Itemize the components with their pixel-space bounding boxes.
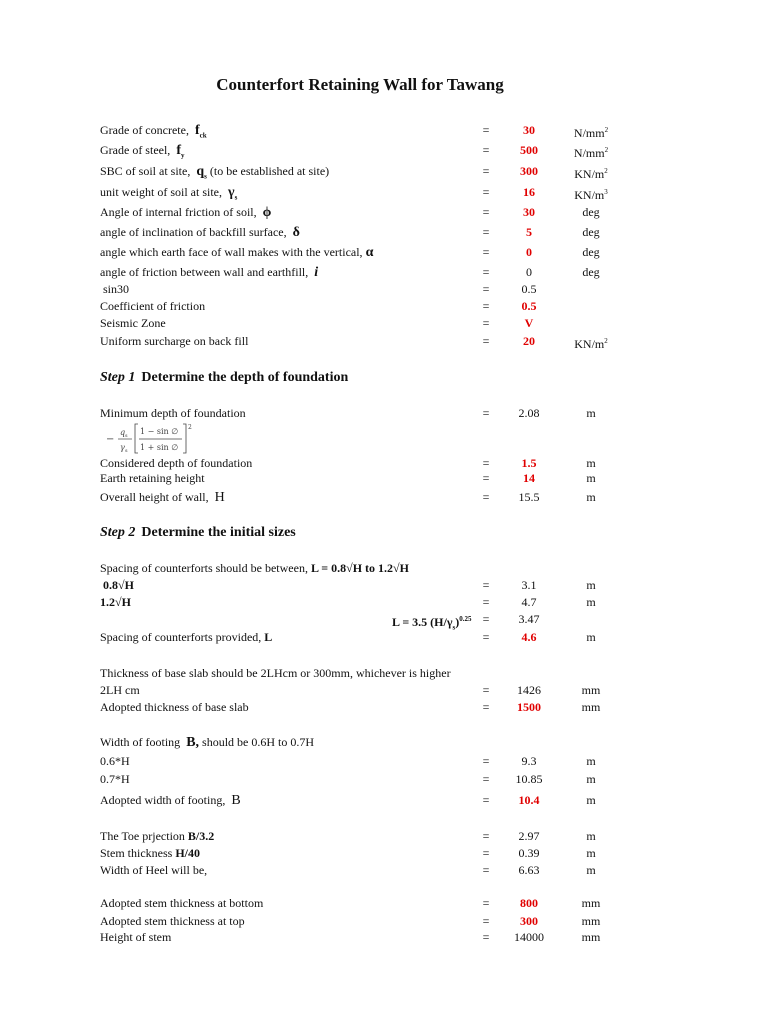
value: 6.63 <box>518 863 540 877</box>
value: 10.4 <box>518 793 540 807</box>
unit: m <box>586 578 596 592</box>
equals: = <box>482 754 490 768</box>
equals: = <box>482 225 490 239</box>
unit: $N/mm^2$ <box>573 146 609 160</box>
row-label: Adopted width of footing, <box>100 793 226 807</box>
row-width-note <box>0 733 768 751</box>
row-label: angle which earth face of wall makes with the vertical, <box>100 245 363 259</box>
row-label: Spacing of counterforts should be between, <box>100 561 308 575</box>
row-label: 2LH cm <box>100 683 140 697</box>
symbol: f <box>194 123 200 138</box>
svg-text:s: s <box>125 448 128 454</box>
unit: mm <box>581 683 601 697</box>
symbol: B <box>231 793 241 808</box>
equals: = <box>482 456 490 470</box>
value: V <box>524 316 534 330</box>
row-label: Seismic Zone <box>100 316 166 330</box>
symbol: f <box>176 143 181 158</box>
row-label: 0.6*H <box>100 754 130 768</box>
row-label: unit weight of soil at site, <box>100 185 222 199</box>
value: 14 <box>523 471 535 485</box>
svg-text:1 − sin ∅: 1 − sin ∅ <box>140 427 179 436</box>
equals: = <box>482 185 490 199</box>
value: 0.5 <box>521 299 537 313</box>
row-label: Adopted stem thickness at bottom <box>100 896 264 910</box>
row-unit-weight <box>0 183 768 201</box>
row-stem-height <box>0 928 768 946</box>
depth-formula <box>102 421 202 455</box>
equals: = <box>482 896 490 910</box>
unit: $KN/m^3$ <box>574 188 608 202</box>
value: 3.1 <box>521 578 537 592</box>
value: 5 <box>526 225 532 239</box>
equals: = <box>482 471 490 485</box>
equals: = <box>482 316 490 330</box>
value: 15.5 <box>518 490 540 504</box>
row-seismic-zone <box>0 314 768 332</box>
row-stem-thickness <box>0 844 768 862</box>
row-width-adopted <box>0 791 768 809</box>
value: 300 <box>520 164 538 178</box>
row-toe <box>0 827 768 845</box>
equals: = <box>482 334 490 348</box>
equals: = <box>482 164 490 178</box>
row-friction-angle <box>0 203 768 221</box>
unit: m <box>586 630 596 644</box>
equals: = <box>482 578 490 592</box>
row-surcharge <box>0 332 768 350</box>
value: 0.5 <box>521 282 537 296</box>
unit: $N/mm^2$ <box>573 126 609 140</box>
symbol-sub: ck <box>199 131 207 140</box>
row-min-depth <box>0 404 768 422</box>
unit: $KN/m^2$ <box>574 167 608 181</box>
row-label: angle of inclination of backfill surface, <box>100 225 287 239</box>
row-width-07 <box>0 770 768 788</box>
equals: = <box>482 143 490 157</box>
row-label: Uniform surcharge on back fill <box>100 334 249 348</box>
row-grade-concrete <box>0 121 768 139</box>
unit: m <box>586 846 596 860</box>
symbol-sub: s <box>204 172 207 181</box>
equals: = <box>482 793 490 807</box>
row-label: sin30 <box>103 282 130 296</box>
unit: m <box>586 772 596 786</box>
symbol-sub: y <box>180 151 185 160</box>
value: 300 <box>520 914 538 928</box>
row-spacing-min <box>0 576 768 594</box>
value: 500 <box>520 143 538 157</box>
symbol: H <box>214 490 225 505</box>
unit: deg <box>582 265 600 279</box>
row-label: SBC of soil at site, <box>100 164 191 178</box>
symbol: α <box>365 245 374 260</box>
row-label: Minimum depth of foundation <box>100 406 246 420</box>
row-label: Considered depth of foundation <box>100 456 253 470</box>
row-label: 1.2√H <box>100 595 131 609</box>
value: 16 <box>523 185 535 199</box>
row-bold: H/40 <box>175 846 200 860</box>
value: 1.5 <box>521 456 537 470</box>
row-label: 0.8√H <box>103 578 134 592</box>
value: 2.08 <box>518 406 540 420</box>
row-coef-friction <box>0 297 768 315</box>
unit: mm <box>581 930 601 944</box>
equals: = <box>482 683 490 697</box>
row-bold: L = 0.8√H to 1.2√H <box>310 561 409 575</box>
equals: = <box>482 299 490 313</box>
row-label: angle of friction between wall and earthfill, <box>100 265 309 279</box>
unit: m <box>586 490 596 504</box>
unit: m <box>586 471 596 485</box>
symbol: ϕ <box>262 205 272 220</box>
value: 0 <box>526 265 532 279</box>
row-note: (to be established at site) <box>209 164 330 178</box>
row-heel <box>0 861 768 879</box>
row-label: L = 3.5 $(H/\gamma_s)^{0.25}$ <box>392 615 472 632</box>
svg-text:2: 2 <box>188 424 192 431</box>
row-label: The Toe prjection <box>100 829 185 843</box>
symbol: B, <box>186 735 200 750</box>
value: 4.7 <box>521 595 537 609</box>
symbol: q <box>196 164 205 179</box>
value: 2.97 <box>518 829 540 843</box>
symbol: γ <box>228 185 235 200</box>
svg-text:q: q <box>120 428 126 437</box>
value: 3.47 <box>518 612 540 626</box>
row-base-note <box>0 664 768 682</box>
row-grade-steel <box>0 141 768 159</box>
symbol: δ <box>292 225 300 240</box>
equals: = <box>482 265 490 279</box>
row-base-thickness <box>0 698 768 716</box>
row-wall-friction <box>0 263 768 281</box>
equals: = <box>482 846 490 860</box>
page-title: Counterfort Retaining Wall for Tawang <box>216 75 504 94</box>
unit: mm <box>581 700 601 714</box>
unit: deg <box>582 205 600 219</box>
symbol: i <box>314 265 319 280</box>
row-sin30 <box>0 280 768 298</box>
row-label: Coefficient of friction <box>100 299 206 313</box>
row-label: Adopted stem thickness at top <box>100 914 245 928</box>
svg-text:s: s <box>125 433 128 439</box>
unit: $KN/m^2$ <box>574 337 608 351</box>
svg-text:−: − <box>106 434 115 445</box>
value: 0.39 <box>518 846 540 860</box>
symbol-sub: s <box>234 193 238 202</box>
value: 1426 <box>517 683 541 697</box>
row-stem-bottom <box>0 894 768 912</box>
row-retaining-height <box>0 469 768 487</box>
row-label: Grade of concrete, <box>100 123 189 137</box>
row-bold: B/3.2 <box>187 829 215 843</box>
row-label: Angle of internal friction of soil, <box>100 205 257 219</box>
equals: = <box>482 406 490 420</box>
row-label: Height of stem <box>100 930 172 944</box>
equals: = <box>482 490 490 504</box>
value: 20 <box>523 334 535 348</box>
row-label: Grade of steel, <box>100 143 171 157</box>
value: 14000 <box>514 930 544 944</box>
equals: = <box>482 829 490 843</box>
step2-heading: Step 2 Determine the initial sizes <box>100 525 296 540</box>
row-label: Stem thickness <box>100 846 173 860</box>
unit: deg <box>582 225 600 239</box>
equals: = <box>482 205 490 219</box>
row-width-06 <box>0 752 768 770</box>
row-note: should be 0.6H to 0.7H <box>202 735 315 749</box>
value: 4.6 <box>521 630 537 644</box>
equals: = <box>482 595 490 609</box>
equals: = <box>482 914 490 928</box>
equals: = <box>482 612 490 626</box>
unit: m <box>586 595 596 609</box>
row-2lh <box>0 681 768 699</box>
step1-heading: Step 1 Determine the depth of foundation <box>100 370 349 385</box>
unit: m <box>586 456 596 470</box>
unit: m <box>586 829 596 843</box>
value: 800 <box>520 896 538 910</box>
row-label: Earth retaining height <box>100 471 205 485</box>
row-overall-height <box>0 488 768 506</box>
equals: = <box>482 930 490 944</box>
equals: = <box>482 123 490 137</box>
row-label: Width of Heel will be, <box>100 863 208 877</box>
row-label: Width of footing <box>100 735 181 749</box>
unit: mm <box>581 896 601 910</box>
row-sbc <box>0 162 768 180</box>
equals: = <box>482 863 490 877</box>
row-label: Overall height of wall, <box>100 490 209 504</box>
row-label: Adopted thickness of base slab <box>100 700 249 714</box>
equals: = <box>482 772 490 786</box>
value: 30 <box>523 205 535 219</box>
row-label: Spacing of counterforts provided, <box>100 630 262 644</box>
value: 9.3 <box>521 754 537 768</box>
value: 1500 <box>517 700 541 714</box>
svg-text:1 + sin ∅: 1 + sin ∅ <box>140 443 179 452</box>
row-spacing-provided <box>0 628 768 646</box>
row-backfill-inclination <box>0 223 768 241</box>
row-wall-angle <box>0 243 768 261</box>
value: 10.85 <box>515 772 543 786</box>
unit: m <box>586 754 596 768</box>
unit: m <box>586 406 596 420</box>
value: 30 <box>523 123 535 137</box>
row-spacing-max <box>0 593 768 611</box>
unit: deg <box>582 245 600 259</box>
value: 0 <box>526 245 532 259</box>
row-spacing-formula <box>0 610 768 632</box>
row-label: 0.7*H <box>100 772 130 786</box>
row-spacing-note <box>0 559 768 577</box>
symbol: L <box>264 630 273 644</box>
equals: = <box>482 282 490 296</box>
equals: = <box>482 245 490 259</box>
unit: m <box>586 863 596 877</box>
unit: mm <box>581 914 601 928</box>
equals: = <box>482 630 490 644</box>
row-label: Thickness of base slab should be 2LHcm or 300mm, whichever is higher <box>100 666 451 680</box>
svg-text:γ: γ <box>120 443 125 452</box>
unit: m <box>586 793 596 807</box>
equals: = <box>482 700 490 714</box>
